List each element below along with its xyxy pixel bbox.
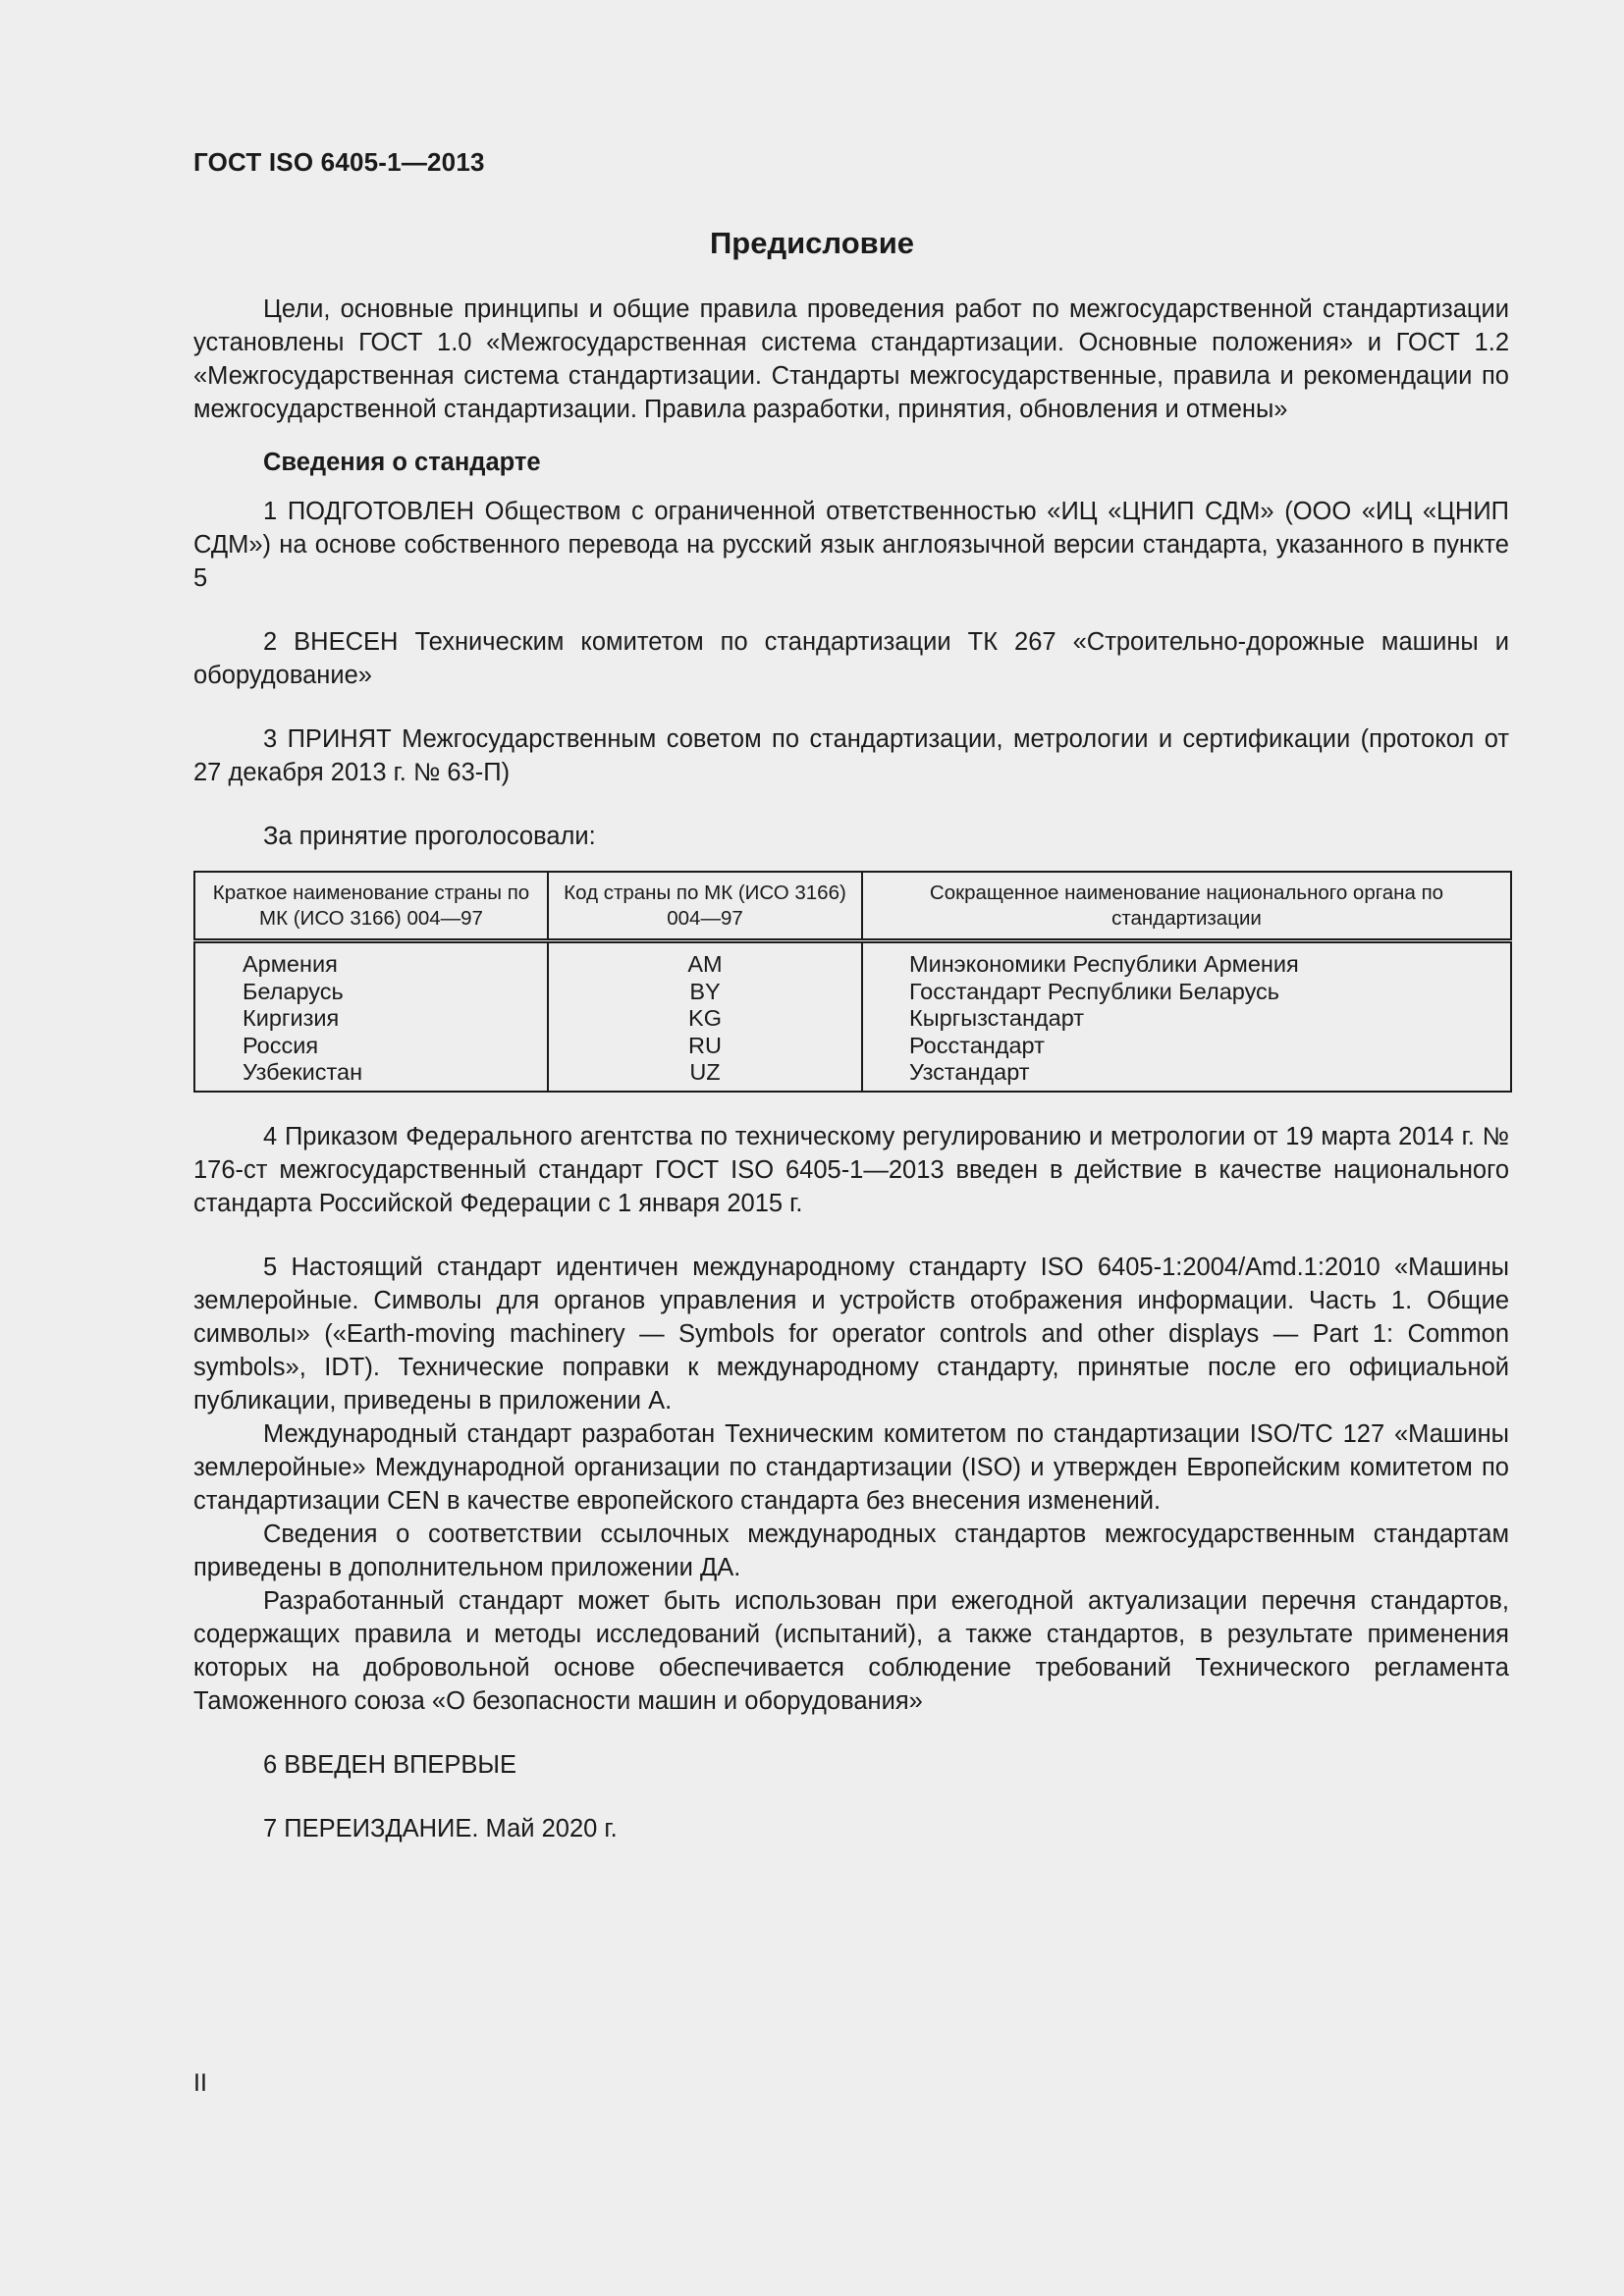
vote-table (193, 871, 1512, 1093)
code-cell: AM (687, 951, 723, 977)
page-number: II (193, 2069, 207, 2097)
code-cell: UZ (689, 1059, 721, 1085)
header-country-name: Краткое наименование страны по МК (ИСО 3166) 004—97 (194, 872, 548, 941)
vote-table-body-row (194, 941, 1511, 1092)
code-column (548, 941, 862, 1092)
national-body-cell: Минэкономики Республики Армения (909, 951, 1299, 977)
national-body-cell: Узстандарт (909, 1059, 1030, 1085)
country-cell: Узбекистан (243, 1059, 363, 1085)
section-heading: Сведения о стандарте (263, 449, 541, 476)
body-column (862, 941, 1511, 1092)
item-5-references-paragraph: Сведения о соответствии ссылочных международных стандартов межгосударственным стандартам приведены в дополнительном приложении ДА. (193, 1520, 1509, 1581)
intro-paragraph: Цели, основные принципы и общие правила проведения работ по межгосударственной стандартизации установлены ГОСТ 1.0 «Межгосударственная система стандартизации. Основные положения» и ГОСТ 1.2 «Межгосударственная система стандартизации. Стандарты межгосударственные, правила и рекомендации по межгосударственной стандартизации. Правила разработки, принятия, обновления и отмены» (193, 295, 1509, 423)
vote-table-header-row (194, 872, 1511, 941)
national-body-cell: Госстандарт Республики Беларусь (909, 978, 1280, 1004)
header-country-code: Код страны по МК (ИСО 3166) 004—97 (548, 872, 862, 941)
item-6-paragraph: 6 ВВЕДЕН ВПЕРВЫЕ (263, 1750, 517, 1779)
country-cell: Киргизия (243, 1005, 340, 1031)
item-3-paragraph: 3 ПРИНЯТ Межгосударственным советом по стандартизации, метрологии и сертификации (протокол от 27 декабря 2013 г. № 63-П) (193, 725, 1509, 786)
item-5-usage-paragraph: Разработанный стандарт может быть использован при ежегодной актуализации перечня стандартов, содержащих правила и методы исследований (испытаний), а также стандартов, в результате применения которых на добровольной основе обеспечивается соблюдение требований Технического регламента Таможенного союза «О безопасности машин и оборудования» (193, 1586, 1509, 1715)
page-title: Предисловие (709, 226, 914, 260)
code-cell: KG (688, 1005, 722, 1031)
national-body-cell: Кыргызстандарт (909, 1005, 1085, 1031)
code-cell: BY (689, 978, 721, 1004)
national-body-cell: Росстандарт (909, 1032, 1045, 1058)
country-column (194, 941, 548, 1092)
item-4-paragraph: 4 Приказом Федерального агентства по техническому регулированию и метрологии от 19 марта 2014 г. № 176-ст межгосударственный стандарт ГОСТ ISO 6405-1—2013 введен в действие в качестве национального стандарта Российской Федерации с 1 января 2015 г. (193, 1122, 1509, 1217)
country-cell: Беларусь (243, 978, 344, 1004)
vote-caption: За принятие проголосовали: (263, 823, 596, 850)
item-5-iso-paragraph: Международный стандарт разработан Техническим комитетом по стандартизации ISO/TC 127 «Машины землеройные» Международной организации по стандартизации (ISO) и утвержден Европейским комитетом по стандартизации CEN в качестве европейского стандарта без внесения изменений. (193, 1419, 1509, 1515)
item-1-paragraph: 1 ПОДГОТОВЛЕН Обществом с ограниченной ответственностью «ИЦ «ЦНИП СДМ» (ООО «ИЦ «ЦНИП СДМ») на основе собственного перевода на русский язык англоязычной версии стандарта, указанного в пункте 5 (193, 498, 1509, 592)
document-code-header: ГОСТ ISO 6405-1—2013 (193, 147, 485, 177)
code-cell: RU (688, 1032, 722, 1058)
document-body (193, 293, 1509, 1845)
country-cell: Россия (243, 1032, 319, 1058)
item-7-paragraph: 7 ПЕРЕИЗДАНИЕ. Май 2020 г. (263, 1814, 618, 1842)
header-national-body: Сокращенное наименование национального органа по стандартизации (862, 872, 1511, 941)
item-2-paragraph: 2 ВНЕСЕН Техническим комитетом по стандартизации ТК 267 «Строительно-дорожные машины и оборудование» (193, 628, 1509, 689)
country-cell: Армения (243, 951, 338, 977)
item-5-paragraph: 5 Настоящий стандарт идентичен международному стандарту ISO 6405-1:2004/Amd.1:2010 «Машины землеройные. Символы для органов управления и устройств отображения информации. Часть 1. Общие символы» («Earth-moving machinery — Symbols for operator controls and other displays — Part 1: Common symbols», IDT). Технические поправки к международному стандарту, принятые после его официальной публикации, приведены в приложении А. (193, 1253, 1509, 1415)
